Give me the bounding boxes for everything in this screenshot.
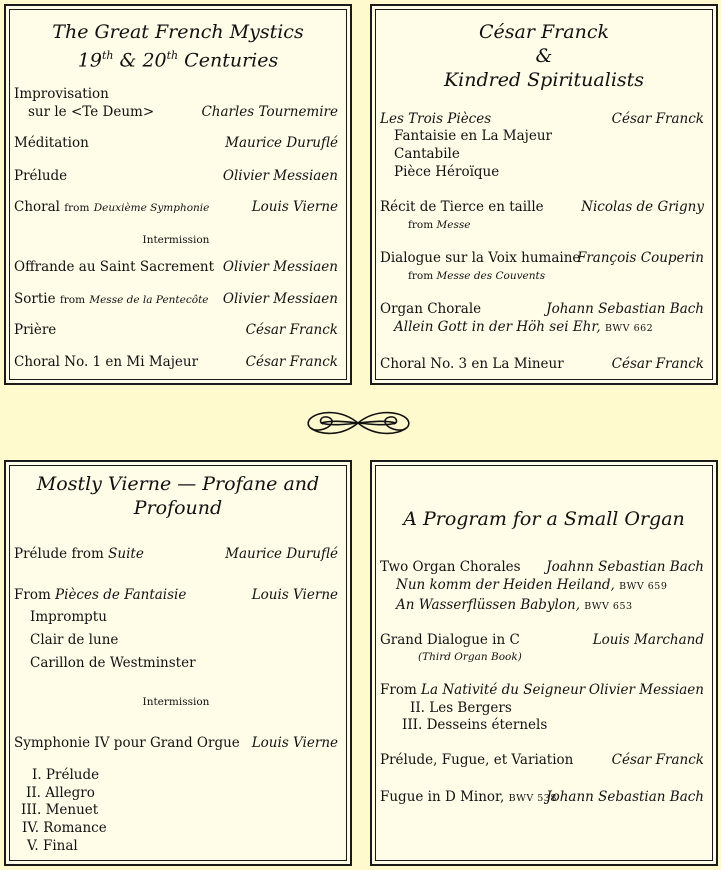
movement: I. Prélude xyxy=(32,767,100,783)
program-item: Prière César Franck xyxy=(14,322,338,338)
movement: II. Les Bergers xyxy=(410,700,512,716)
composer: Louis Vierne xyxy=(251,735,338,751)
composer: Maurice Duruflé xyxy=(225,546,338,562)
sub-item: Fantaisie en La Majeur xyxy=(394,128,552,144)
composer: César Franck xyxy=(611,356,704,372)
composer: Maurice Duruflé xyxy=(225,135,338,151)
sub-item: Cantabile xyxy=(394,146,460,162)
composer: Louis Marchand xyxy=(592,632,704,648)
composer: César Franck xyxy=(245,354,338,370)
composer: Nicolas de Grigny xyxy=(581,199,704,215)
composer: César Franck xyxy=(611,752,704,768)
program-item: Prélude Olivier Messiaen xyxy=(14,168,338,184)
program-panel-small-organ xyxy=(370,460,718,866)
sub-item: Nun komm der Heiden Heiland, BWV 659 xyxy=(396,577,668,593)
program-item: Symphonie IV pour Grand Orgue Louis Vierne xyxy=(14,735,338,751)
movement: V. Final xyxy=(27,838,78,854)
program-item: Récit de Tierce en taille Nicolas de Grigny xyxy=(380,199,704,215)
program-panel-french-mystics xyxy=(4,4,352,385)
program-panel-franck-kindred xyxy=(370,4,718,385)
movement: III. Menuet xyxy=(21,802,99,818)
sub-item: Carillon de Westminster xyxy=(30,655,196,671)
composer: César Franck xyxy=(245,322,338,338)
composer: Johann Sebastian Bach xyxy=(546,301,704,317)
program-item: Choral No. 1 en Mi Majeur César Franck xyxy=(14,354,338,370)
program-item: Two Organ Chorales Joahnn Sebastian Bach xyxy=(380,559,704,575)
intermission-label: Intermission xyxy=(142,696,210,708)
composer: Louis Vierne xyxy=(251,199,338,215)
program-title: César Franck & Kindred Spiritualists xyxy=(443,21,645,91)
composer: François Couperin xyxy=(576,250,704,266)
composer: Olivier Messiaen xyxy=(222,259,338,275)
program-item: Méditation Maurice Duruflé xyxy=(14,135,338,151)
composer: Olivier Messiaen xyxy=(222,291,338,307)
composer: Olivier Messiaen xyxy=(588,682,704,698)
program-item: sur le <Te Deum> Charles Tournemire xyxy=(28,104,338,120)
program-title: Mostly Vierne — Profane and Profound xyxy=(36,473,320,519)
composer: Olivier Messiaen xyxy=(222,168,338,184)
source-note: from Messe des Couvents xyxy=(408,270,546,282)
program-title: The Great French Mystics 19th & 20th Centuries xyxy=(52,21,304,72)
program-item: Les Trois Pièces César Franck xyxy=(380,111,704,127)
composer: Joahnn Sebastian Bach xyxy=(546,559,704,575)
program-item: Prélude, Fugue, et Variation César Franck xyxy=(380,752,704,768)
intermission-label: Intermission xyxy=(142,234,210,246)
program-item: Grand Dialogue in C Louis Marchand xyxy=(380,632,704,648)
composer: César Franck xyxy=(611,111,704,127)
program-item: Fugue in D Minor, BWV 538 Johann Sebastian Bach xyxy=(380,789,704,805)
program-item: Dialogue sur la Voix humaine François Couperin xyxy=(380,250,704,266)
program-item: From La Nativité du Seigneur Olivier Messiaen xyxy=(380,682,704,698)
sub-item: An Wasserflüssen Babylon, BWV 653 xyxy=(396,597,633,613)
program-item: From Pièces de Fantaisie Louis Vierne xyxy=(14,587,338,603)
program-item: Prélude from Suite Maurice Duruflé xyxy=(14,546,338,562)
program-panel-mostly-vierne xyxy=(4,460,352,866)
flourish-ornament xyxy=(301,405,416,441)
sub-item: Clair de lune xyxy=(30,632,119,648)
source-note: from Messe xyxy=(408,219,471,231)
source-note: (Third Organ Book) xyxy=(418,651,522,663)
composer: Charles Tournemire xyxy=(201,104,338,120)
program-title: A Program for a Small Organ xyxy=(403,508,685,530)
program-item: Choral No. 3 en La Mineur César Franck xyxy=(380,356,704,372)
composer: Johann Sebastian Bach xyxy=(546,789,704,805)
program-item: Choral from Deuxième Symphonie Louis Vierne xyxy=(14,199,338,215)
sub-item: Impromptu xyxy=(30,609,107,625)
movement: IV. Romance xyxy=(22,820,107,836)
program-item: Improvisation xyxy=(14,86,109,102)
program-item: Organ Chorale Johann Sebastian Bach xyxy=(380,301,704,317)
program-item: Sortie from Messe de la Pentecôte Olivier Messiaen xyxy=(14,291,338,307)
composer: Louis Vierne xyxy=(251,587,338,603)
movement: II. Allegro xyxy=(26,785,95,801)
sub-item: Allein Gott in der Höh sei Ehr, BWV 662 xyxy=(394,319,654,335)
program-item: Offrande au Saint Sacrement Olivier Messiaen xyxy=(14,259,338,275)
movement: III. Desseins éternels xyxy=(402,717,548,733)
sub-item: Pièce Héroïque xyxy=(394,164,500,180)
